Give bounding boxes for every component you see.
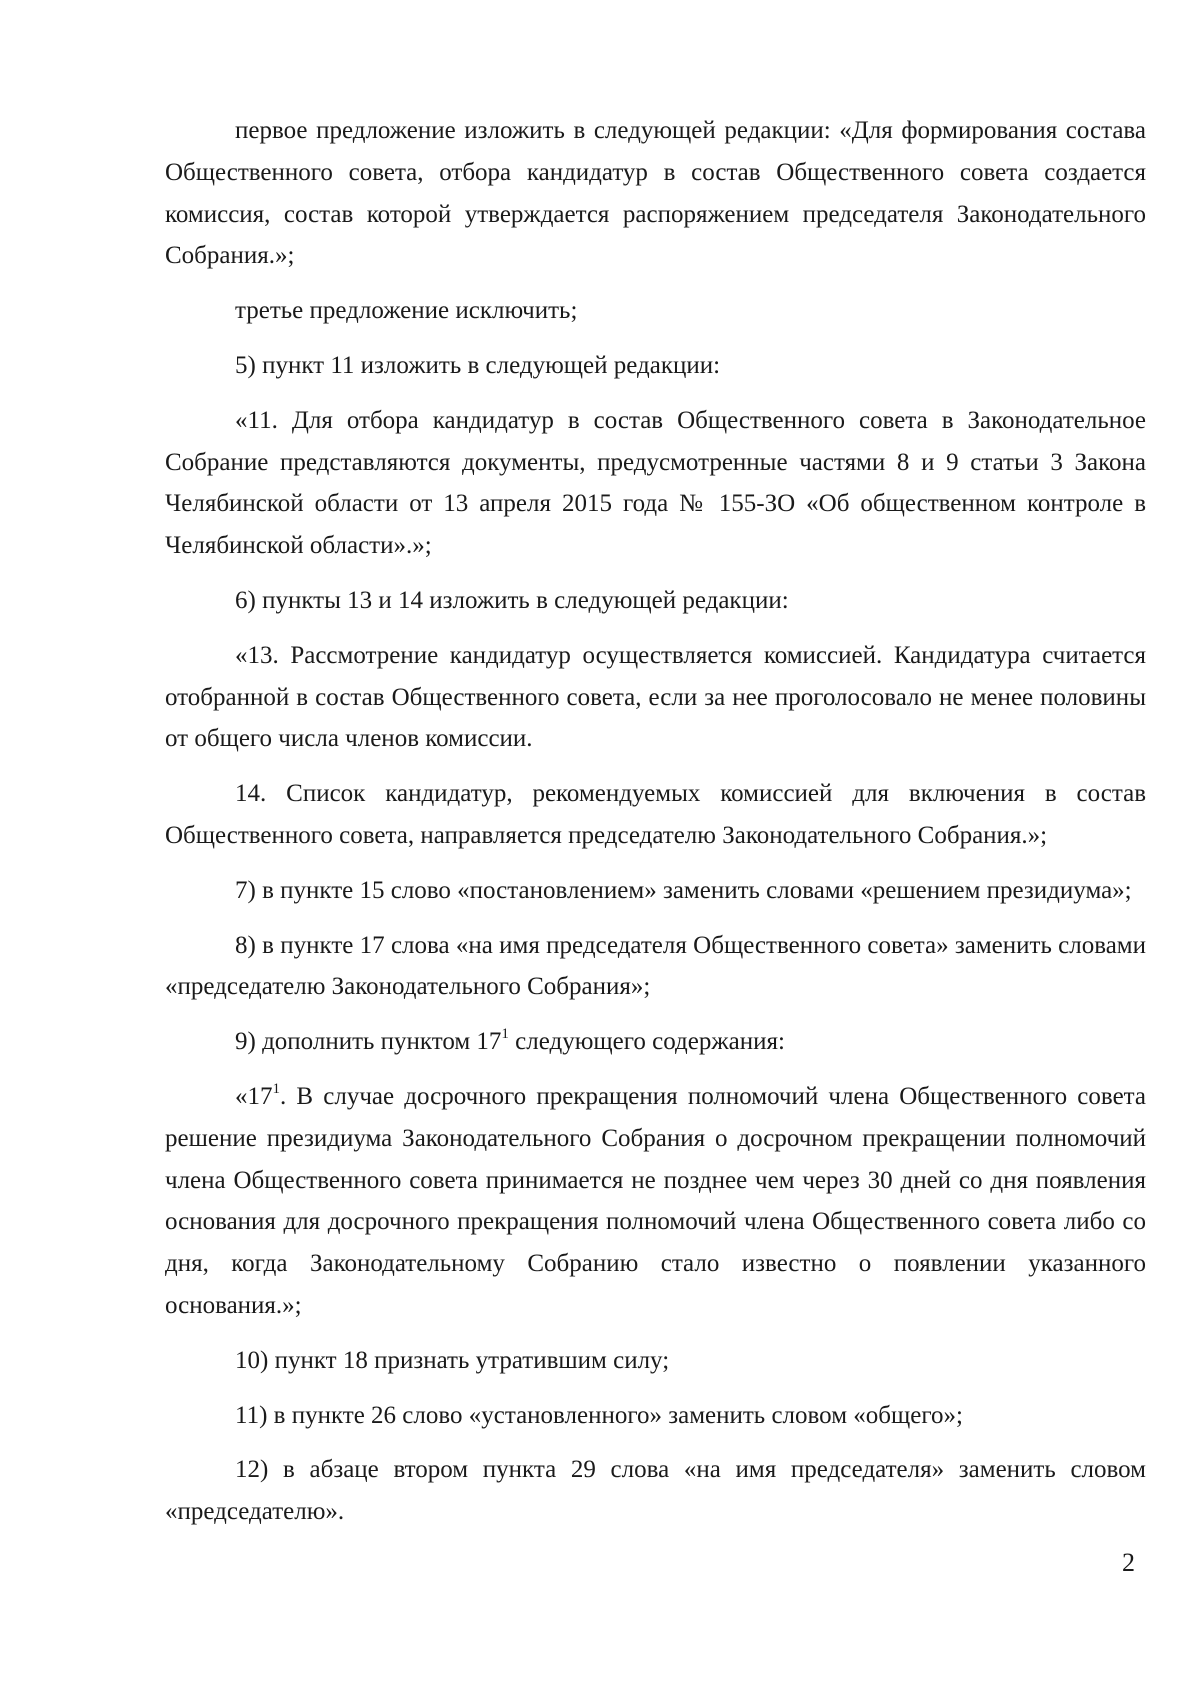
paragraph-text: следующего содержания: bbox=[508, 1028, 785, 1056]
paragraph-item-17-1 bbox=[165, 1076, 1146, 1327]
superscript: 1 bbox=[272, 1080, 280, 1097]
paragraph: «13. Рассмотрение кандидатур осуществляется комиссией. Кандидатура считается отобранной в состав Общественного совета, если за нее проголосовало не менее половины от общего числа членов комиссии. bbox=[165, 641, 1146, 753]
paragraph-item-9 bbox=[165, 1021, 1146, 1063]
paragraph: «11. Для отбора кандидатур в состав Общественного совета в Законодательное Собрание представляются документы, предусмотренные частями 8 и 9 статьи 3 Закона Челябинской области от 13 апреля 2015 года № 155-ЗО «Об общественном контроле в Челябинской области».»; bbox=[165, 406, 1146, 560]
paragraph-text: «17 bbox=[235, 1082, 273, 1110]
page-number: 2 bbox=[1122, 1548, 1135, 1577]
paragraph: 7) в пункте 15 слово «постановлением» заменить словами «решением президиума»; bbox=[235, 876, 1132, 904]
paragraph: 12) в абзаце втором пункта 29 слова «на имя председателя» заменить словом «председателю». bbox=[165, 1456, 1146, 1526]
paragraph: 10) пункт 18 признать утратившим силу; bbox=[235, 1346, 670, 1374]
superscript: 1 bbox=[501, 1025, 509, 1042]
paragraph: 8) в пункте 17 слова «на имя председателя Общественного совета» заменить словами «председателю Законодательного Собрания»; bbox=[165, 931, 1146, 1001]
document-body bbox=[165, 110, 1146, 1533]
paragraph-text: . В случае досрочного прекращения полномочий члена Общественного совета решение президиума Законодательного Собрания о досрочном прекращении полномочий члена Общественного совета принимается не позднее чем через 30 дней со дня появления основания для досрочного прекращения полномочий члена Общественного совета либо со дня, когда Законодательному Собранию стало известно о появлении указанного основания.»; bbox=[165, 1082, 1146, 1319]
paragraph-text: 9) дополнить пунктом 17 bbox=[235, 1028, 502, 1056]
paragraph: 5) пункт 11 изложить в следующей редакции: bbox=[235, 351, 721, 379]
paragraph: третье предложение исключить; bbox=[235, 297, 578, 325]
paragraph: 6) пункты 13 и 14 изложить в следующей редакции: bbox=[235, 586, 789, 614]
paragraph: 11) в пункте 26 слово «установленного» заменить словом «общего»; bbox=[235, 1401, 963, 1429]
paragraph: первое предложение изложить в следующей редакции: «Для формирования состава Общественного совета, отбора кандидатур в состав Общественного совета создается комиссия, состав которой утверждается распоряжением председателя Законодательного Собрания.»; bbox=[165, 117, 1146, 270]
paragraph: 14. Список кандидатур, рекомендуемых комиссией для включения в состав Общественного совета, направляется председателю Законодательного Собрания.»; bbox=[165, 780, 1146, 849]
